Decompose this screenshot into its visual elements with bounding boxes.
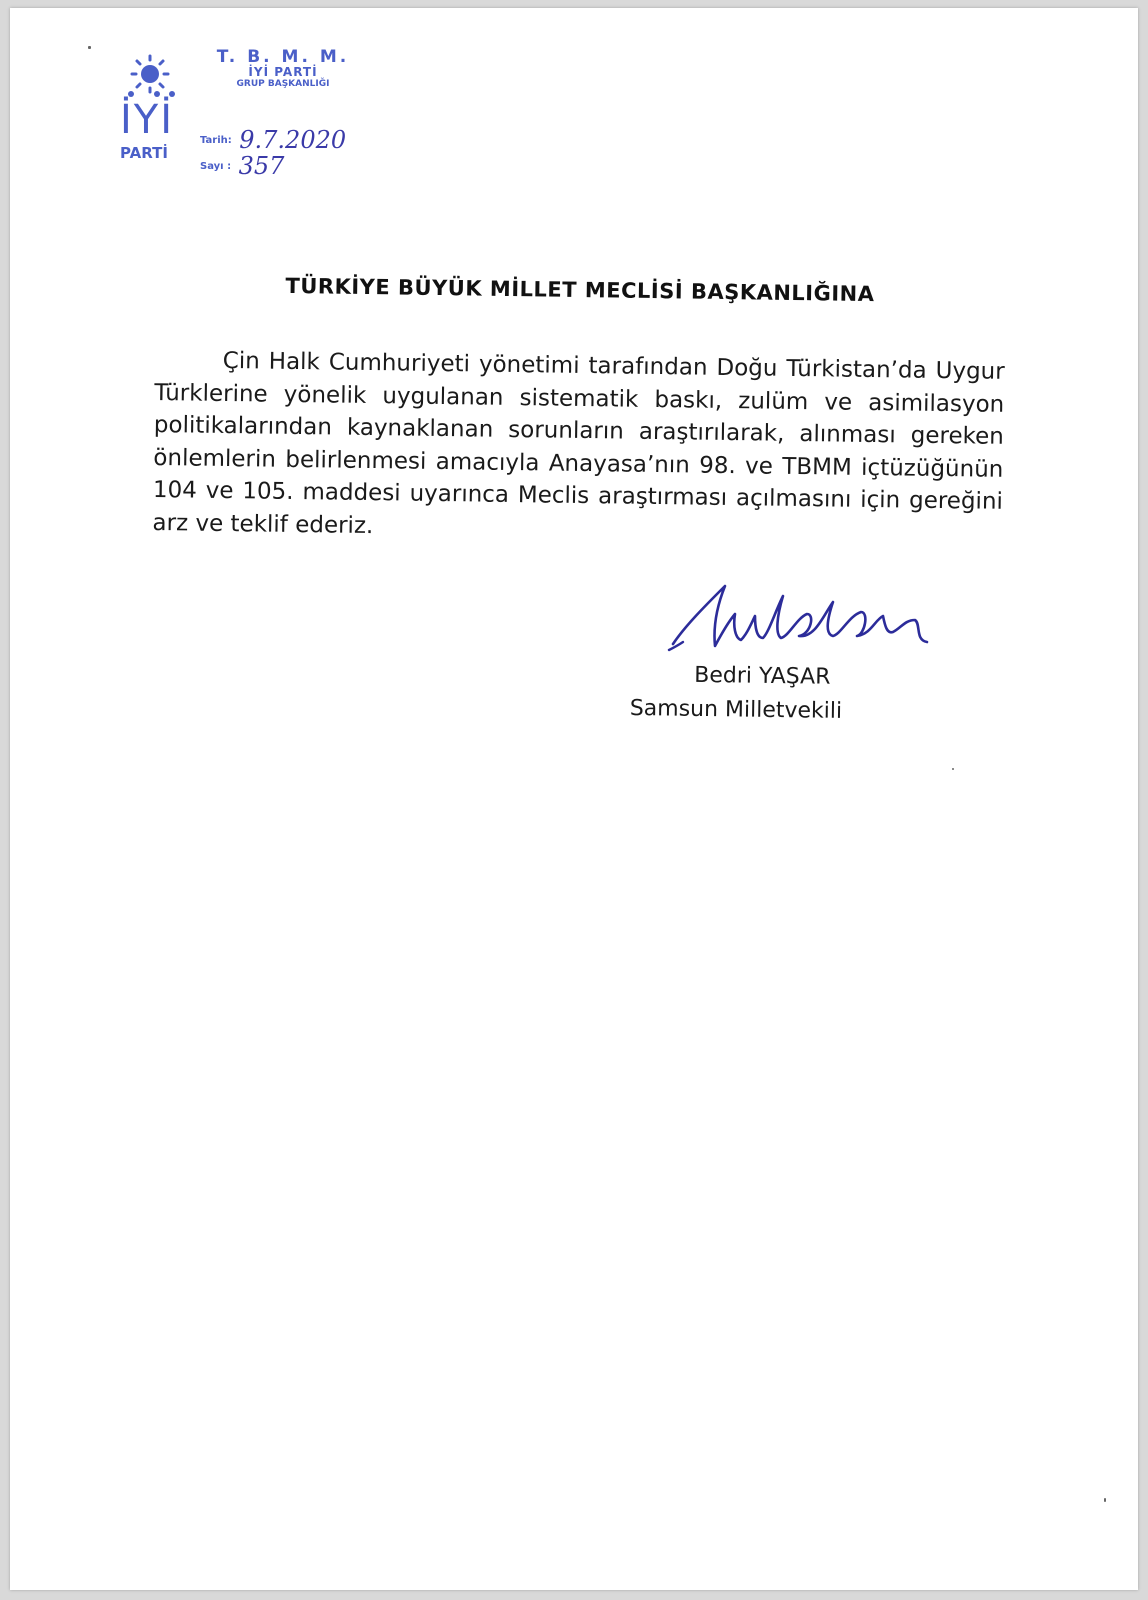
signer-name: Bedri YAŞAR: [694, 662, 831, 690]
scan-speck: [952, 768, 954, 770]
signer-block: [630, 658, 921, 730]
stamp-line-party: İYİ PARTİ: [248, 65, 318, 79]
registry-stamp: [110, 46, 400, 186]
stamp-line-group: GRUP BAŞKANLIĞI: [236, 79, 330, 89]
signer-title: Samsun Milletvekili: [629, 695, 843, 724]
handwritten-signature: [665, 576, 965, 666]
stamp-date-value: 9.7.2020: [239, 126, 347, 154]
stamp-line-tbmm: T. B. M. M.: [216, 47, 350, 67]
scan-speck: [1104, 1498, 1106, 1502]
stamp-date-label: Tarih:: [200, 135, 232, 146]
scan-speck: [88, 46, 91, 49]
stamp-date-row: [200, 126, 346, 154]
document-page: [10, 8, 1138, 1590]
logo-subtitle: PARTİ: [120, 144, 168, 162]
stamp-number-value: 357: [238, 152, 285, 180]
document-title: TÜRKİYE BÜYÜK MİLLET MECLİSİ BAŞKANLIĞINA: [285, 273, 875, 307]
party-logo: [110, 46, 180, 176]
document-body: Çin Halk Cumhuriyeti yönetimi tarafından Doğu Türkistan’da Uygur Türklerine yönelik uygulanan sistematik baskı, zulüm ve asimilasyon politikalarından kaynaklanan sorunların araştırılarak, alınması gereken önlemlerin belirlenmesi amacıyla Anayasa’nın 98. ve TBMM içtüzüğünün 104 ve 105. maddesi uyarınca Meclis araştırması açılmasını için gereğini arz ve teklif ederiz.: [152, 347, 1005, 539]
stamp-number-row: [200, 152, 284, 180]
logo-wordmark: İYİ: [120, 97, 175, 143]
stamp-number-label: Sayı :: [200, 161, 232, 172]
stamp-header: [208, 48, 358, 90]
